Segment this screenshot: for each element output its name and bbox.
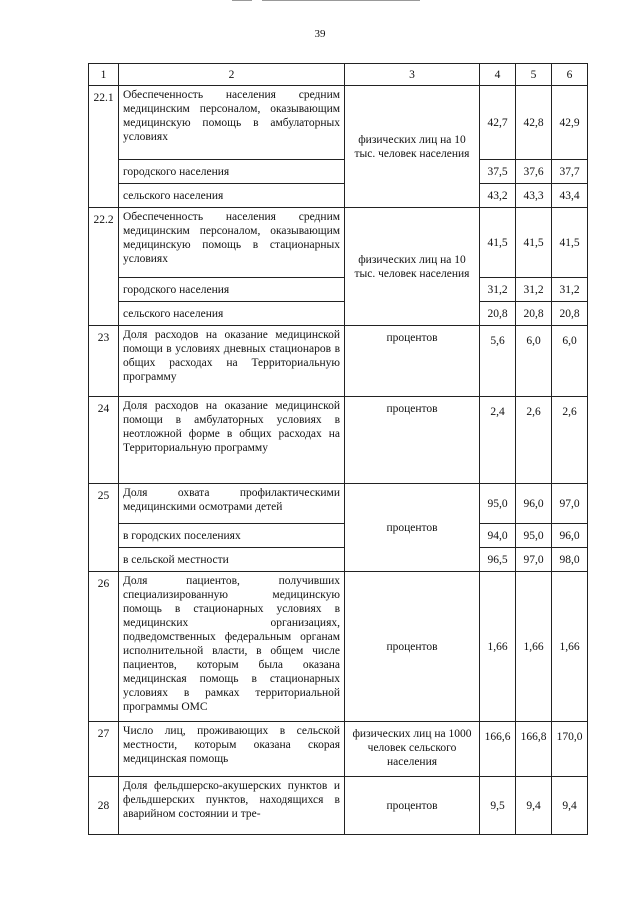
row-number: 24 bbox=[89, 397, 119, 484]
header-col-1: 1 bbox=[89, 64, 119, 86]
indicators-table bbox=[88, 63, 588, 835]
value-col-4: 2,4 bbox=[480, 397, 516, 484]
value-col-6: 42,9 bbox=[552, 86, 588, 160]
row-number: 23 bbox=[89, 326, 119, 397]
indicator-text: Обеспеченность населения средним медицинским персоналом, оказывающим медицинскую помощь в стационарных условиях bbox=[119, 208, 345, 278]
value-col-5: 37,6 bbox=[516, 160, 552, 184]
table-row bbox=[89, 397, 588, 484]
unit-cell: процентов bbox=[345, 484, 480, 572]
row-number: 27 bbox=[89, 722, 119, 777]
table-row bbox=[89, 572, 588, 722]
value-col-6: 9,4 bbox=[552, 777, 588, 835]
unit-cell: физических лиц на 1000 человек сельского населения bbox=[345, 722, 480, 777]
table-subrow bbox=[89, 160, 588, 184]
row-number: 26 bbox=[89, 572, 119, 722]
unit-cell: физических лиц на 10 тыс. человек населения bbox=[345, 208, 480, 326]
indicator-subtext: сельского населения bbox=[119, 302, 345, 326]
top-scan-line-left bbox=[232, 0, 252, 1]
row-number: 22.1 bbox=[89, 86, 119, 208]
indicator-text: Доля фельдшерско-акушерских пунктов и фельдшерских пунктов, находящихся в аварийном состоянии и тре- bbox=[119, 777, 345, 835]
value-col-4: 96,5 bbox=[480, 548, 516, 572]
value-col-6: 43,4 bbox=[552, 184, 588, 208]
indicator-text: Доля расходов на оказание медицинской помощи в амбулаторных условиях в неотложной форме в общих расходах на Территориальную программу bbox=[119, 397, 345, 484]
table-subrow bbox=[89, 184, 588, 208]
value-col-5: 2,6 bbox=[516, 397, 552, 484]
header-col-3: 3 bbox=[345, 64, 480, 86]
value-col-6: 98,0 bbox=[552, 548, 588, 572]
unit-cell: процентов bbox=[345, 397, 480, 484]
value-col-4: 20,8 bbox=[480, 302, 516, 326]
value-col-5: 42,8 bbox=[516, 86, 552, 160]
row-number: 25 bbox=[89, 484, 119, 572]
unit-cell: процентов bbox=[345, 777, 480, 835]
value-col-4: 43,2 bbox=[480, 184, 516, 208]
value-col-4: 94,0 bbox=[480, 524, 516, 548]
value-col-6: 97,0 bbox=[552, 484, 588, 524]
value-col-5: 31,2 bbox=[516, 278, 552, 302]
value-col-6: 41,5 bbox=[552, 208, 588, 278]
indicator-text: Обеспеченность населения средним медицинским персоналом, оказывающим медицинскую помощь в амбулаторных условиях bbox=[119, 86, 345, 160]
table-row bbox=[89, 722, 588, 777]
value-col-5: 41,5 bbox=[516, 208, 552, 278]
value-col-4: 9,5 bbox=[480, 777, 516, 835]
value-col-6: 20,8 bbox=[552, 302, 588, 326]
indicator-subtext: сельского населения bbox=[119, 184, 345, 208]
indicator-subtext: городского населения bbox=[119, 160, 345, 184]
value-col-4: 31,2 bbox=[480, 278, 516, 302]
value-col-5: 97,0 bbox=[516, 548, 552, 572]
row-number: 22.2 bbox=[89, 208, 119, 326]
value-col-5: 9,4 bbox=[516, 777, 552, 835]
value-col-4: 1,66 bbox=[480, 572, 516, 722]
table-row bbox=[89, 86, 588, 160]
unit-cell: физических лиц на 10 тыс. человек населения bbox=[345, 86, 480, 208]
value-col-6: 37,7 bbox=[552, 160, 588, 184]
table-subrow bbox=[89, 548, 588, 572]
value-col-5: 6,0 bbox=[516, 326, 552, 397]
page-number: 39 bbox=[314, 28, 326, 40]
value-col-5: 1,66 bbox=[516, 572, 552, 722]
value-col-6: 6,0 bbox=[552, 326, 588, 397]
table-subrow bbox=[89, 302, 588, 326]
table-row bbox=[89, 484, 588, 524]
value-col-5: 95,0 bbox=[516, 524, 552, 548]
value-col-4: 166,6 bbox=[480, 722, 516, 777]
value-col-6: 31,2 bbox=[552, 278, 588, 302]
indicator-text: Доля пациентов, получивших специализированную медицинскую помощь в стационарных условиях в медицинских организациях, подведомственных федеральным органам исполнительной власти, в общем числе пациентов, которым была оказана медицинская помощь в стационарных условиях в рамках территориальной программы ОМС bbox=[119, 572, 345, 722]
header-row bbox=[89, 64, 588, 86]
value-col-5: 96,0 bbox=[516, 484, 552, 524]
indicator-text: Число лиц, проживающих в сельской местности, которым оказана скорая медицинская помощь bbox=[119, 722, 345, 777]
header-col-4: 4 bbox=[480, 64, 516, 86]
table-row bbox=[89, 326, 588, 397]
indicator-text: Доля расходов на оказание медицинской помощи в условиях дневных стационаров в общих расходах на Территориальную программу bbox=[119, 326, 345, 397]
indicator-subtext: в сельской местности bbox=[119, 548, 345, 572]
header-col-2: 2 bbox=[119, 64, 345, 86]
value-col-6: 1,66 bbox=[552, 572, 588, 722]
value-col-4: 95,0 bbox=[480, 484, 516, 524]
value-col-4: 5,6 bbox=[480, 326, 516, 397]
table-subrow bbox=[89, 524, 588, 548]
value-col-5: 166,8 bbox=[516, 722, 552, 777]
indicator-subtext: городского населения bbox=[119, 278, 345, 302]
value-col-5: 20,8 bbox=[516, 302, 552, 326]
value-col-4: 37,5 bbox=[480, 160, 516, 184]
table-row bbox=[89, 777, 588, 835]
top-scan-line-right bbox=[262, 0, 420, 1]
value-col-6: 2,6 bbox=[552, 397, 588, 484]
value-col-4: 42,7 bbox=[480, 86, 516, 160]
header-col-6: 6 bbox=[552, 64, 588, 86]
table-subrow bbox=[89, 278, 588, 302]
value-col-5: 43,3 bbox=[516, 184, 552, 208]
row-number: 28 bbox=[89, 777, 119, 835]
indicator-subtext: в городских поселениях bbox=[119, 524, 345, 548]
unit-cell: процентов bbox=[345, 326, 480, 397]
header-col-5: 5 bbox=[516, 64, 552, 86]
unit-cell: процентов bbox=[345, 572, 480, 722]
value-col-6: 96,0 bbox=[552, 524, 588, 548]
value-col-4: 41,5 bbox=[480, 208, 516, 278]
table-row bbox=[89, 208, 588, 278]
value-col-6: 170,0 bbox=[552, 722, 588, 777]
indicator-text: Доля охвата профилактическими медицинскими осмотрами детей bbox=[119, 484, 345, 524]
